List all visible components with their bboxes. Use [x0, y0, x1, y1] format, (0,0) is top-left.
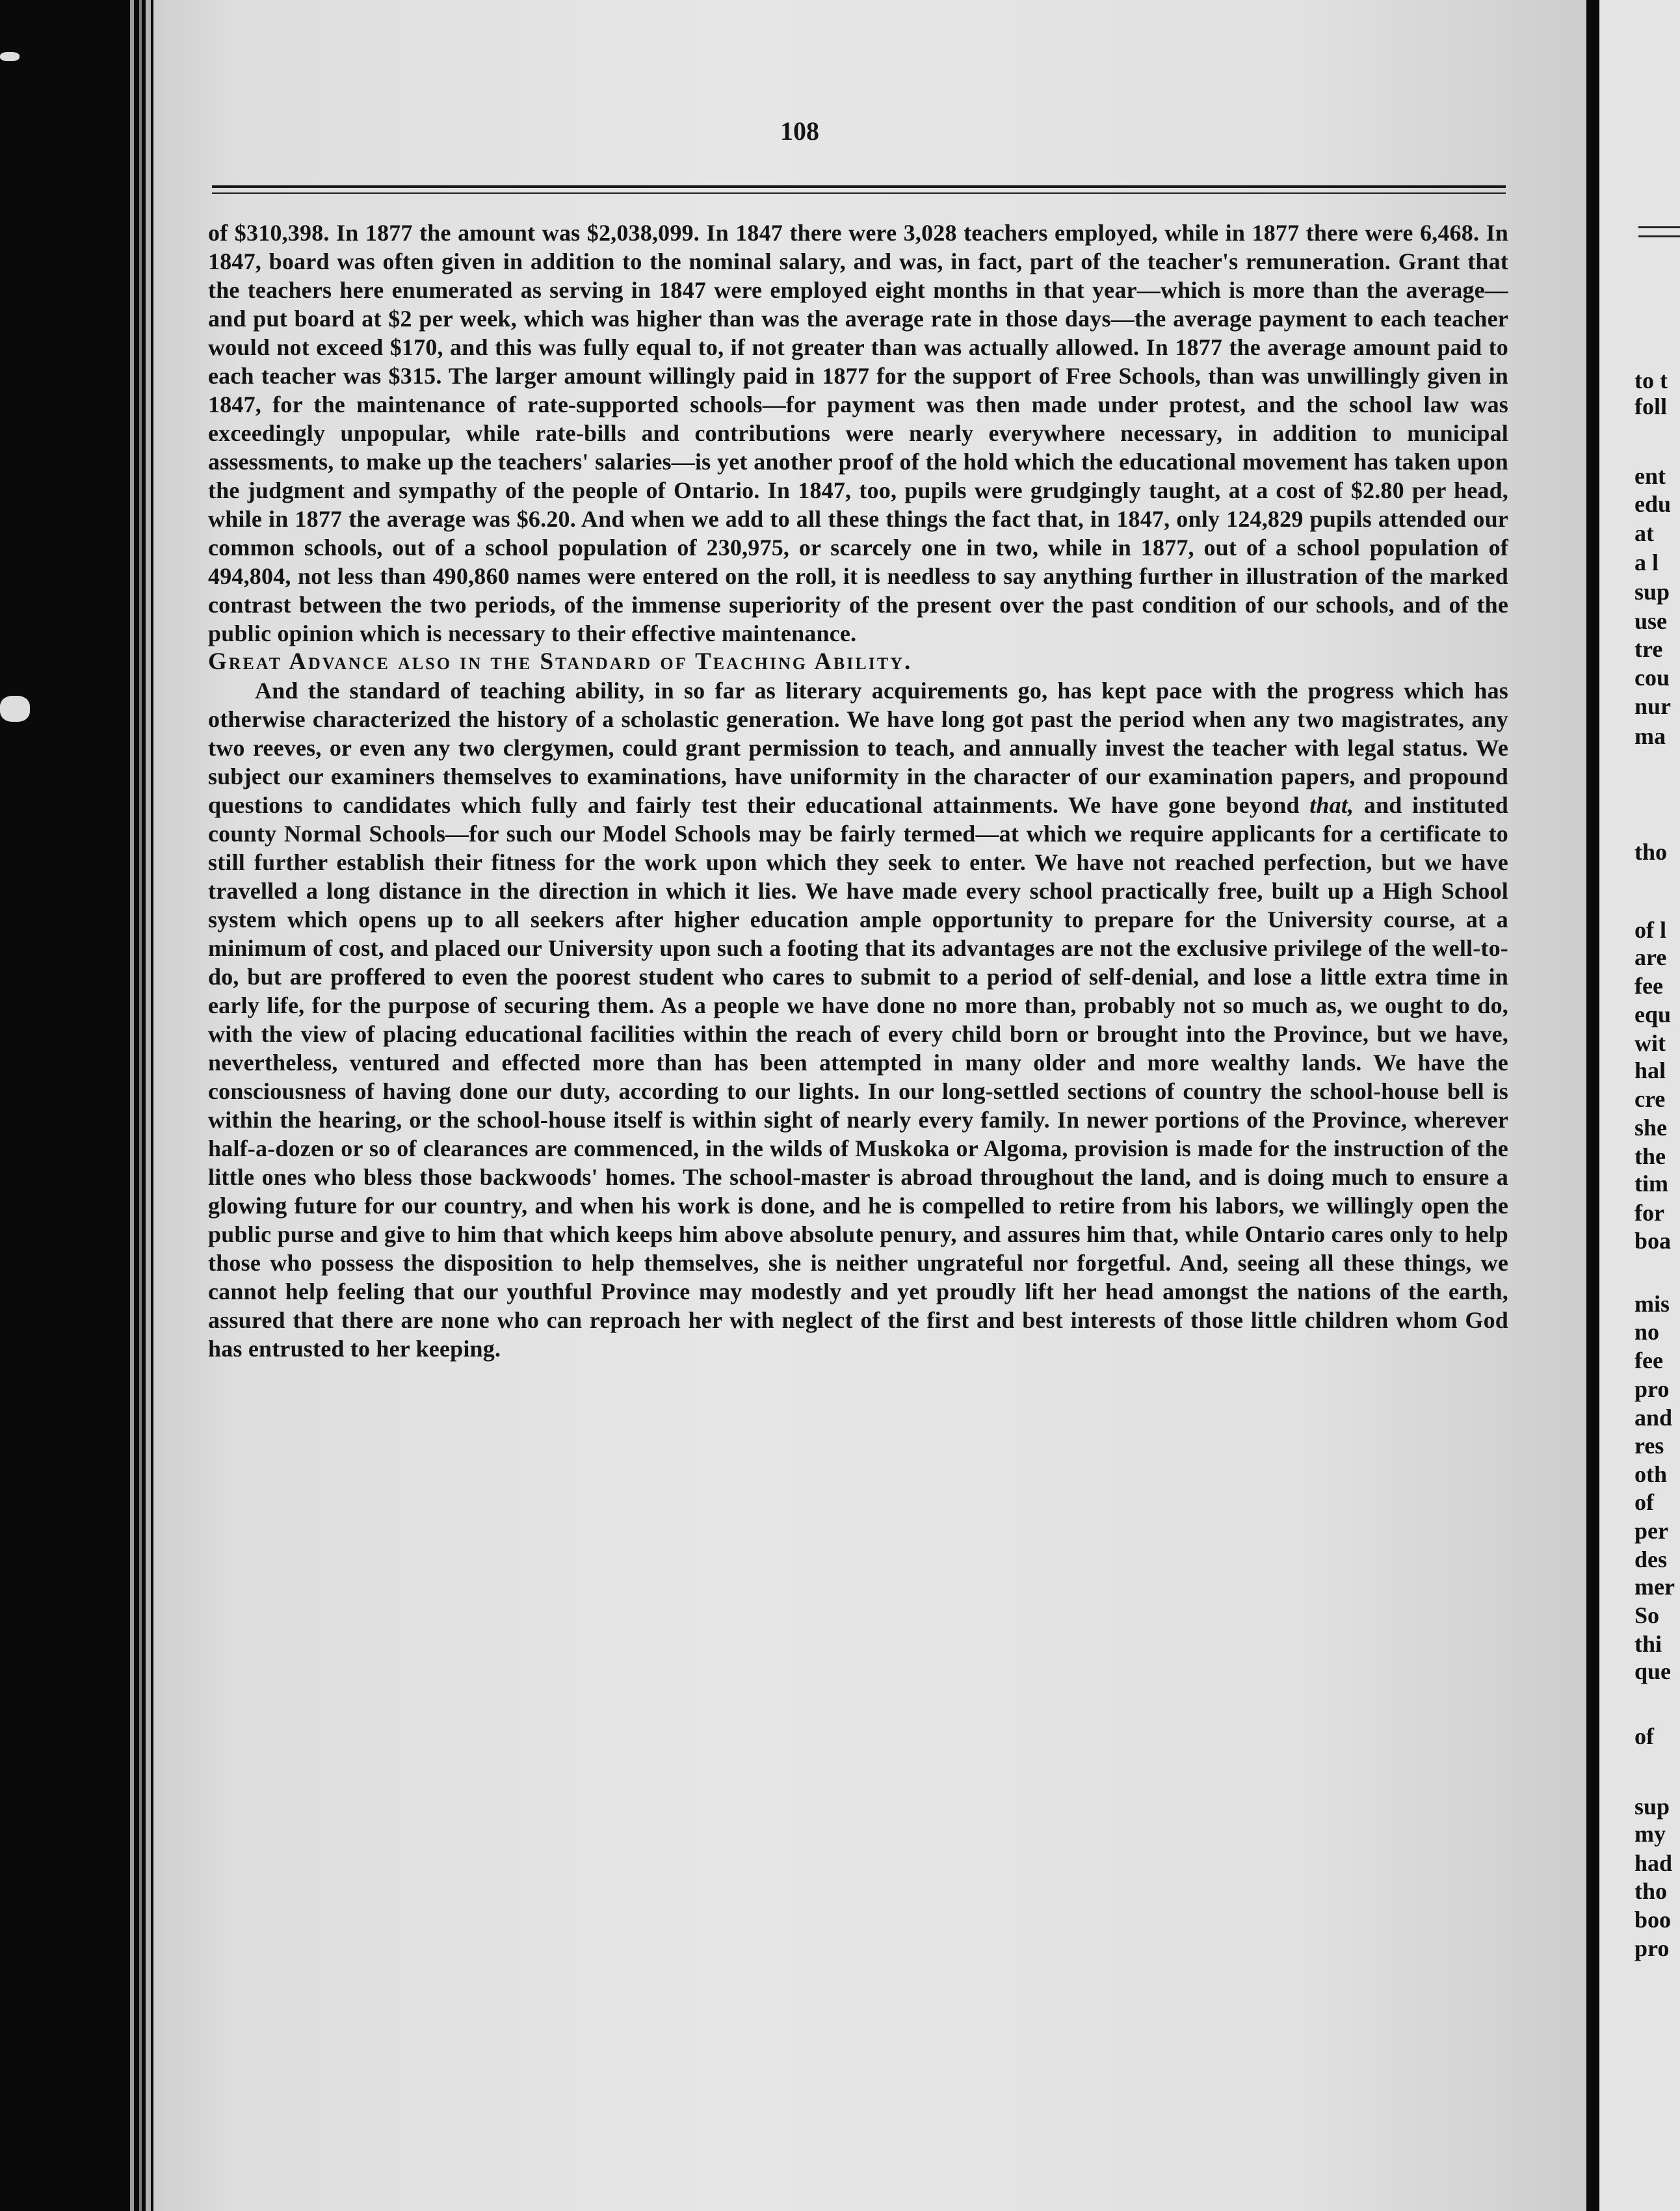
- paragraph-2-part-b: and instituted county Normal Schools—for such our Model Schools may be fairly termed—at which we require applicants for a certificate to still further establish their fitness for the work upon which they seek to enter. We have not reached perfection, but we have travelled a long distance in the direction in which it lies. We have made every school practically free, built up a High School system which opens up to all seekers after higher education ample opportunity to prepare for the University course, at a minimum of cost, and placed our University upon such a footing that its advantages are not the exclusive privilege of the well-to-do, but are proffered to even the poorest student who cares to submit to a period of self-denial, and lose a little extra time in early life, for the purpose of securing them. As a people we have done no more than, probably not so much as, we ought to do, with the view of placing educational facilities within the reach of every child born or brought into the Province, but we have, nevertheless, ventured and effected more than has been attempted in many older and more wealthy lands. We have the consciousness of having done our duty, according to our lights. In our long-settled sections of country the school-house bell is within the hearing, or the school-house itself is within sight of nearly every family. In newer portions of the Province, wherever half-a-dozen or so of clearances are commenced, in the wilds of Muskoka or Algoma, provision is made for the instruction of the little ones who bless those backwoods' homes. The school-master is abroad throughout the land, and is doing much to ensure a glowing future for our country, and when his work is done, and he is compelled to retire from his labors, we willingly open the public purse and give to him that which keeps him above absolute penury, and assures him that, while Ontario cares only to help those who possess the disposition to help themselves, she is neither ungrateful nor forgetful. And, seeing all these things, we cannot help feeling that our youthful Province may modestly and yet proudly lift her head amongst the nations of the earth, assured that there are none who can reproach her with neglect of the first and best interests of those little children whom God has entrusted to her keeping.: [208, 792, 1508, 1362]
- facing-page-fragment: foll: [1634, 393, 1667, 419]
- facing-page-fragment: res: [1634, 1433, 1664, 1459]
- facing-page-fragment: edu: [1634, 491, 1672, 517]
- facing-page-fragment: of: [1634, 1723, 1654, 1749]
- facing-page-fragment: per: [1634, 1518, 1668, 1544]
- facing-page-fragment: oth: [1634, 1461, 1668, 1487]
- paragraph-2: [208, 676, 1508, 1363]
- facing-page-fragment: at: [1634, 520, 1654, 546]
- facing-page-fragment: cre: [1634, 1086, 1666, 1112]
- facing-page-fragment: are: [1634, 944, 1667, 970]
- facing-page-fragment: tho: [1634, 839, 1668, 865]
- facing-page-fragment: pro: [1634, 1935, 1670, 1961]
- facing-page-fragment: equ: [1634, 1001, 1672, 1027]
- facing-page-fragment: mer: [1634, 1574, 1675, 1600]
- page-gutter: [1586, 0, 1599, 2211]
- facing-page-fragment: pro: [1634, 1376, 1670, 1402]
- facing-page-fragment: of: [1634, 1489, 1654, 1515]
- facing-page-fragment: So: [1634, 1602, 1660, 1628]
- facing-page-fragment: sup: [1634, 579, 1670, 605]
- section-heading: Great Advance also in the Standard of Teaching Ability.: [208, 648, 913, 675]
- binding-edge: [139, 0, 142, 2211]
- facing-page-rule: [1638, 226, 1680, 228]
- binding-margin: [0, 0, 153, 2211]
- facing-page-fragment: no: [1634, 1319, 1660, 1345]
- facing-page-fragment: she: [1634, 1115, 1668, 1141]
- facing-page-fragment: ma: [1634, 723, 1666, 749]
- binding-edge: [146, 0, 151, 2211]
- facing-page-fragment: boo: [1634, 1907, 1672, 1933]
- facing-page-fragment: and: [1634, 1405, 1673, 1431]
- facing-page-fragment: had: [1634, 1850, 1673, 1876]
- facing-page-fragment: my: [1634, 1821, 1666, 1847]
- paragraph-1: of $310,398. In 1877 the amount was $2,038,099. In 1847 there were 3,028 teachers employed, while in 1877 there were 6,468. In 1847, board was often given in addition to the nominal salary, and was, in fact, part of the teacher's remuneration. Grant that the teachers here enumerated as serving in 1847 were employed eight months in that year—which is more than the average—and put board at $2 per week, which was higher than was the average rate in those days—the average payment to each teacher would not exceed $170, and this was fully equal to, if not greater than was actually allowed. In 1877 the average amount paid to each teacher was $315. The larger amount willingly paid in 1877 for the support of Free Schools, than was unwillingly given in 1847, for the maintenance of rate-supported schools—for payment was then made under protest, and the school law was exceedingly unpopular, while rate-bills and contributions were nearly everywhere necessary, in addition to municipal assessments, to make up the teachers' salaries—is yet another proof of the hold which the educational movement has taken upon the judgment and sympathy of the people of Ontario. In 1847, too, pupils were grudgingly taught, at a cost of $2.80 per head, while in 1877 the average was $6.20. And when we add to all these things the fact that, in 1847, only 124,829 pupils attended our common schools, out of a school population of 230,975, or scarcely one in two, while in 1877, out of a school population of 494,804, not less than 490,860 names were entered on the roll, it is needless to say anything further in illustration of the marked contrast between the two periods, of the immense superiority of the present over the past condition of our schools, and of the public opinion which is necessary to their effective maintenance.: [208, 220, 1508, 646]
- facing-page-fragment: wit: [1634, 1030, 1666, 1056]
- paragraph-2-part-a: And the standard of teaching ability, in so far as literary acquirements go, has kept pace with the progress which has otherwise characterized the history of a scholastic generation. We have long got past the period when any two magistrates, any two reeves, or even any two clergymen, could grant permission to teach, and annually invest the teacher with legal status. We subject our examiners themselves to examinations, have uniformity in the character of our examination papers, and propound questions to candidates which fully and fairly test their educational attainments. We have gone beyond: [208, 678, 1508, 818]
- binding-speck: [0, 52, 20, 61]
- header-rule: [212, 192, 1506, 194]
- facing-page-fragment: des: [1634, 1546, 1668, 1572]
- page-number: 108: [780, 116, 819, 146]
- header-rule: [212, 185, 1506, 188]
- facing-page-fragment: mis: [1634, 1291, 1670, 1317]
- facing-page-fragment: use: [1634, 608, 1668, 634]
- facing-page-fragment: nur: [1634, 693, 1672, 719]
- paragraph-2-emphasis: that,: [1309, 792, 1354, 818]
- facing-page-fragment: a l: [1634, 549, 1659, 576]
- facing-page-fragment: cou: [1634, 665, 1670, 691]
- facing-page-fragment: for: [1634, 1200, 1664, 1226]
- facing-page-fragment: tim: [1634, 1171, 1668, 1197]
- facing-page-fragment: ent: [1634, 463, 1666, 489]
- binding-speck: [0, 696, 30, 722]
- facing-page-fragment: tre: [1634, 636, 1663, 662]
- facing-page-fragment: to t: [1634, 367, 1668, 393]
- facing-page-fragment: fee: [1634, 1347, 1663, 1373]
- body-text: [208, 218, 1508, 1363]
- facing-page-fragment: hal: [1634, 1057, 1666, 1083]
- facing-page: [1599, 0, 1680, 2211]
- facing-page-fragment: fee: [1634, 973, 1663, 999]
- facing-page-fragment: sup: [1634, 1794, 1670, 1820]
- facing-page-rule: [1638, 235, 1680, 237]
- facing-page-fragment: boa: [1634, 1228, 1672, 1254]
- facing-page-fragment: que: [1634, 1658, 1672, 1684]
- facing-page-fragment: of l: [1634, 917, 1666, 943]
- facing-page-fragment: tho: [1634, 1878, 1668, 1904]
- binding-edge: [130, 0, 134, 2211]
- facing-page-fragment: thi: [1634, 1631, 1662, 1657]
- facing-page-fragment: the: [1634, 1143, 1666, 1169]
